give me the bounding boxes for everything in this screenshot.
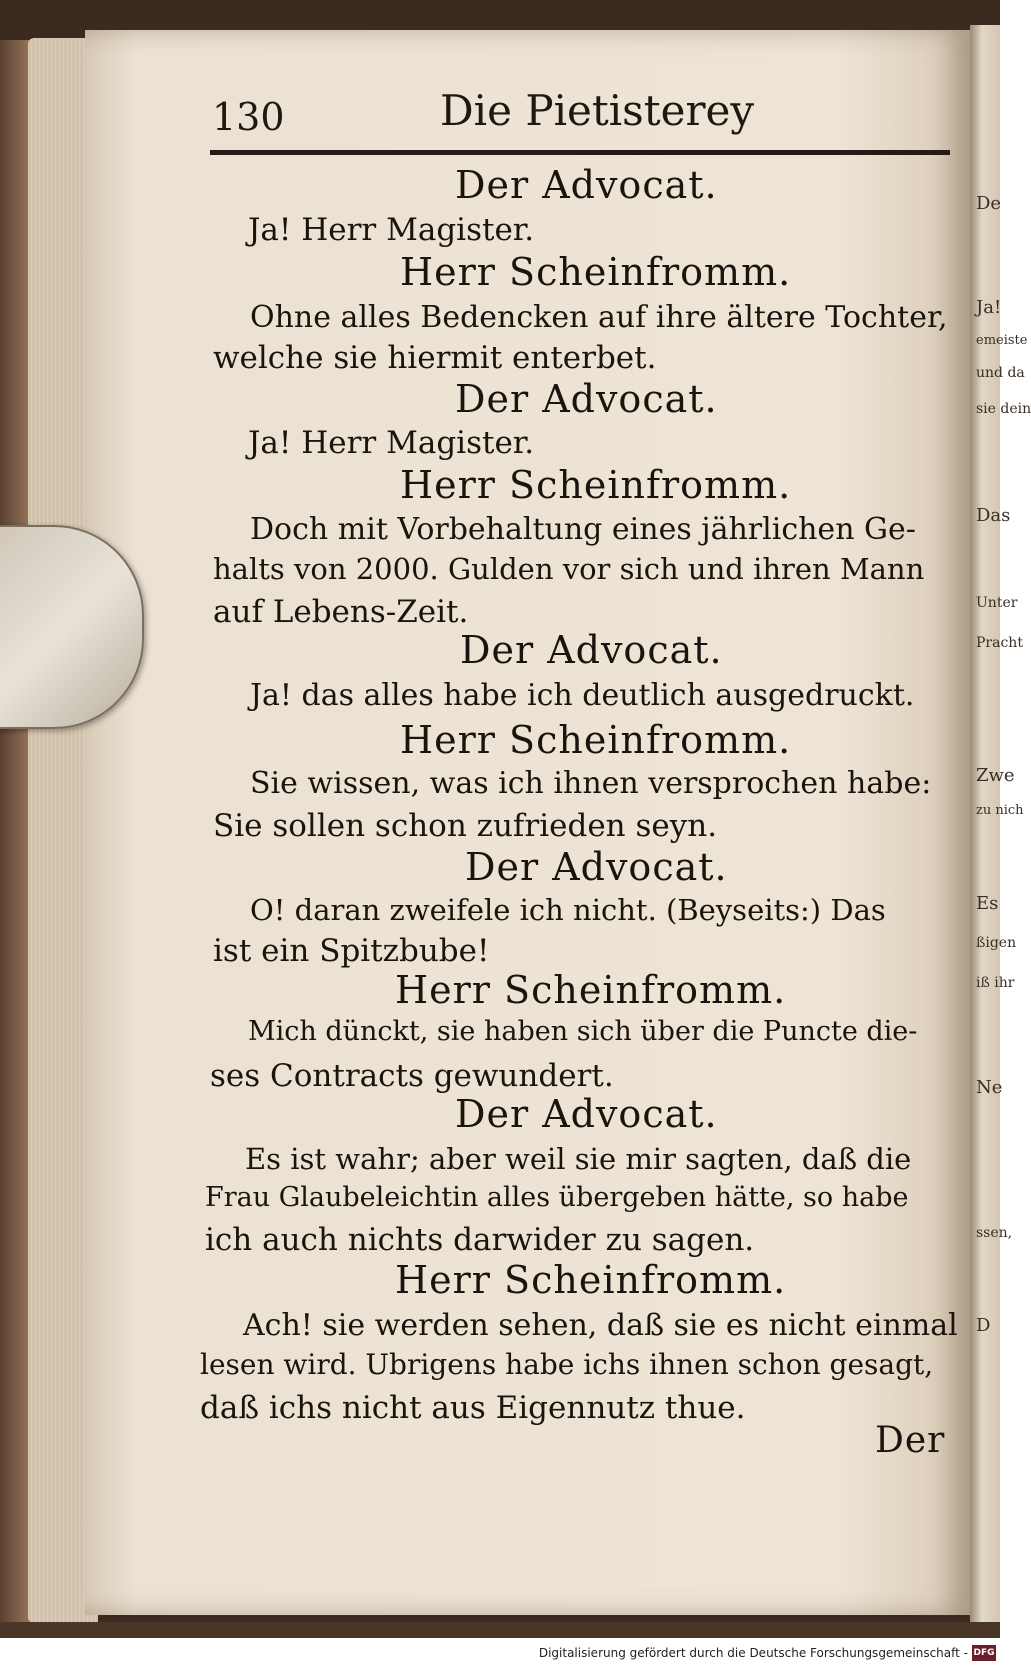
dialogue-line: O! daran zweifele ich nicht. (Beyseits:) Das: [250, 893, 886, 927]
facing-fragment: Das: [976, 505, 1011, 526]
speaker-heading: Der Advocat.: [455, 163, 718, 207]
facing-fragment: sie dein: [976, 401, 1031, 417]
facing-fragment: Ja!: [976, 297, 1002, 318]
dialogue-line: Ja! Herr Magister.: [248, 212, 535, 248]
speaker-heading: Herr Scheinfromm.: [395, 968, 787, 1012]
page-number: 130: [212, 95, 285, 139]
facing-fragment: D: [976, 1315, 991, 1336]
catchword: Der: [875, 1420, 946, 1461]
facing-fragment: De: [976, 193, 1002, 214]
dialogue-line: Sie sollen schon zufrieden seyn.: [213, 808, 718, 844]
header-rule: [210, 150, 950, 155]
dialogue-line: ist ein Spitzbube!: [213, 933, 490, 969]
speaker-heading: Der Advocat.: [460, 628, 723, 672]
dialogue-line: Ja! das alles habe ich deutlich ausgedruckt.: [250, 678, 915, 713]
funding-credit: Digitalisierung gefördert durch die Deutsche Forschungsgemeinschaft -: [538, 1646, 968, 1660]
dfg-logo: DFG: [972, 1645, 996, 1661]
dialogue-line: ich auch nichts darwider zu sagen.: [205, 1222, 755, 1258]
speaker-heading: Herr Scheinfromm.: [400, 463, 792, 507]
facing-fragment: Es: [976, 893, 999, 914]
speaker-heading: Der Advocat.: [455, 1092, 718, 1136]
facing-fragment: emeiste: [976, 333, 1028, 348]
dialogue-line: auf Lebens-Zeit.: [213, 594, 469, 630]
dialogue-line: Es ist wahr; aber weil sie mir sagten, daß die: [245, 1142, 912, 1176]
facing-fragment: Unter: [976, 595, 1018, 611]
dialogue-line: daß ichs nicht aus Eigennutz thue.: [200, 1390, 746, 1426]
facing-fragment: Zwe: [976, 765, 1015, 786]
facing-fragment: ßigen: [976, 935, 1017, 951]
facing-fragment: iß ihr: [976, 975, 1015, 991]
facing-fragment: und da: [976, 365, 1025, 381]
dialogue-line: lesen wird. Ubrigens habe ichs ihnen schon gesagt,: [200, 1348, 934, 1381]
dialogue-line: welche sie hiermit enterbet.: [213, 340, 657, 376]
dialogue-line: Sie wissen, was ich ihnen versprochen habe:: [250, 766, 932, 801]
running-title: Die Pietisterey: [440, 86, 755, 135]
book-bottom-edge: [0, 1622, 1000, 1638]
dialogue-line: Ja! Herr Magister.: [248, 425, 535, 461]
speaker-heading: Herr Scheinfromm.: [400, 250, 792, 294]
dialogue-line: Ohne alles Bedencken auf ihre ältere Tochter,: [250, 300, 948, 335]
facing-fragment: Pracht: [976, 635, 1023, 651]
facing-page-strip: [970, 25, 1031, 1625]
speaker-heading: Herr Scheinfromm.: [400, 718, 792, 762]
dialogue-line: Doch mit Vorbehaltung eines jährlichen Ge-: [250, 512, 916, 547]
facing-fragment: ssen,: [976, 1225, 1013, 1241]
facing-fragment: Ne: [976, 1077, 1003, 1098]
dialogue-line: ses Contracts gewundert.: [210, 1058, 614, 1094]
facing-fragment: zu nich: [976, 803, 1024, 818]
dialogue-line: Frau Glaubeleichtin alles übergeben hätte, so habe: [205, 1182, 909, 1213]
speaker-heading: Der Advocat.: [465, 845, 728, 889]
speaker-heading: Der Advocat.: [455, 377, 718, 421]
dialogue-line: halts von 2000. Gulden vor sich und ihren Mann: [213, 552, 925, 586]
dialogue-line: Ach! sie werden sehen, daß sie es nicht einmal: [243, 1308, 958, 1343]
dialogue-line: Mich dünckt, sie haben sich über die Puncte die-: [248, 1016, 918, 1047]
speaker-heading: Herr Scheinfromm.: [395, 1258, 787, 1302]
